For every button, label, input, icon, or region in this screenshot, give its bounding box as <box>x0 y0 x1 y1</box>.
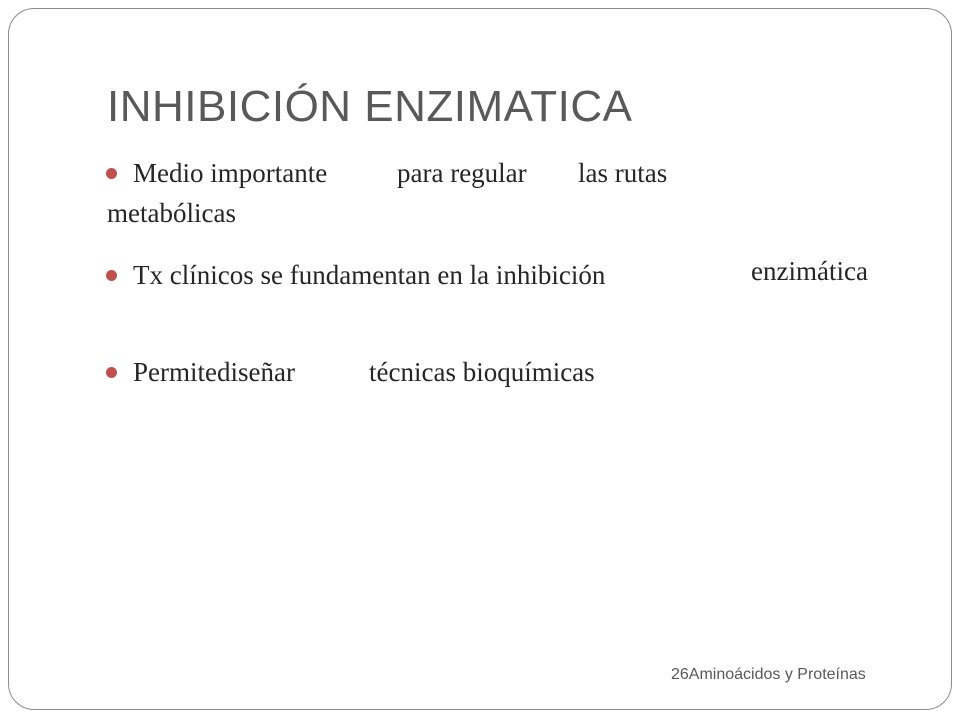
bullet-3-text: técnicas bioquímicas <box>369 357 595 387</box>
slide-footer <box>671 666 866 684</box>
bullet-1-text: para regular <box>397 158 527 188</box>
slide-title: INHIBICIÓN ENZIMATICA <box>107 82 633 131</box>
bullet-1-text: Medio importante <box>133 158 328 188</box>
bullet-marker <box>106 367 117 378</box>
footer-text: Aminoácidos y Proteínas <box>688 666 866 683</box>
bullet-marker <box>106 168 117 179</box>
bullet-3-text: Permitediseñar <box>133 357 295 387</box>
bullet-2-text: enzimática <box>751 256 868 286</box>
bullet-2-text: Tx clínicos se fundamentan en la inhibición <box>133 260 606 290</box>
bullet-1-continuation: metabólicas <box>107 198 236 228</box>
bullet-marker <box>106 270 117 281</box>
bullet-1-text: las rutas <box>578 158 668 188</box>
slide-number: 26 <box>671 666 689 683</box>
